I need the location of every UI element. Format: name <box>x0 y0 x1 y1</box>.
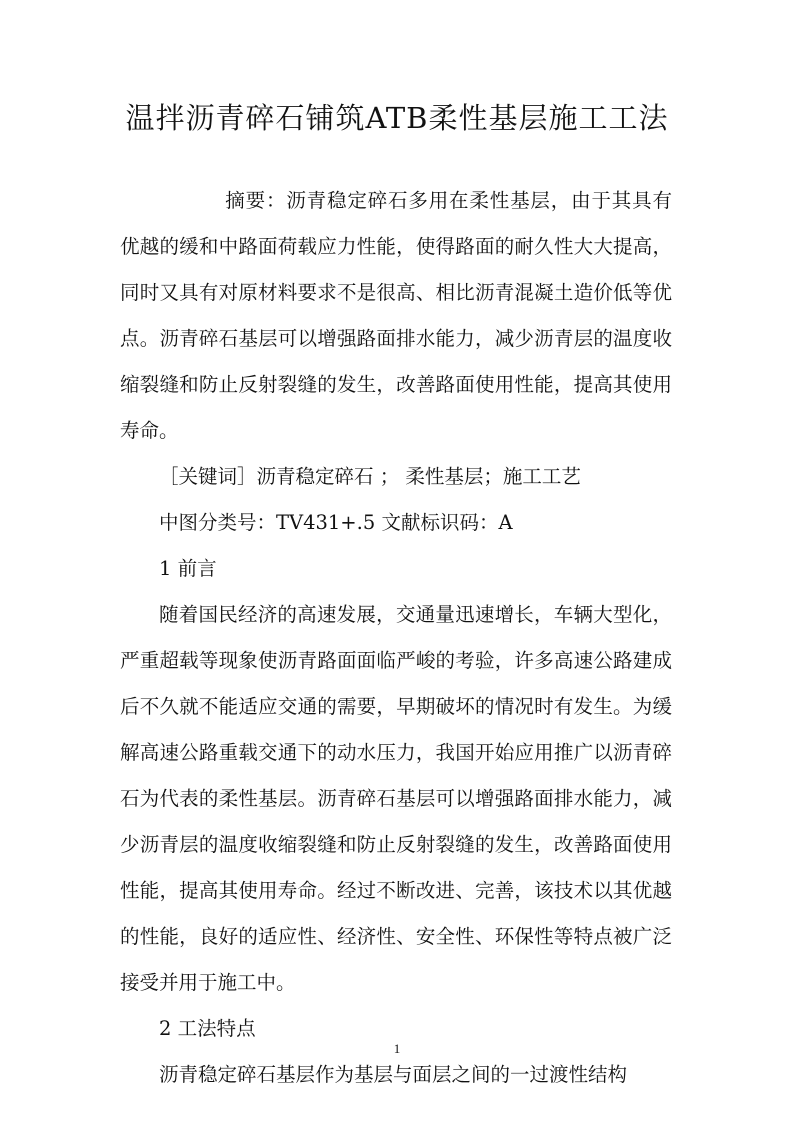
section-heading-features: 2 工法特点 <box>159 1017 256 1040</box>
abstract-paragraph: 摘要：沥青稳定碎石多用在柔性基层，由于其具有优越的缓和中路面荷载应力性能，使得路面的耐久性大大提高，同时又具有对原材料要求不是很高、相比沥青混凝土造价低等优点。沥青碎石基层可以增强路面排水能力，减少沥青层的温度收缩裂缝和防止反射裂缝的发生，改善路面使用性能，提高其使用寿命。 <box>120 189 672 442</box>
document-title: 温拌沥青碎石铺筑ATB柔性基层施工工法 <box>125 101 669 135</box>
introduction-paragraph: 随着国民经济的高速发展，交通量迅速增长，车辆大型化，严重超载等现象使沥青路面面临严峻的考验，许多高速公路建成后不久就不能适应交通的需要，早期破坏的情况时有发生。为缓解高速公路重载交通下的动水压力，我国开始应用推广以沥青碎石为代表的柔性基层。沥青碎石基层可以增强路面排水能力，减少沥青层的温度收缩裂缝和防止反射裂缝的发生，改善路面使用性能，提高其使用寿命。经过不断改进、完善，该技术以其优越的性能，良好的适应性、经济性、安全性、环保性等特点被广泛接受并用于施工中。 <box>120 603 672 994</box>
section-heading-introduction: 1 前言 <box>159 557 217 580</box>
document-body <box>120 178 672 1098</box>
keywords-line: ［关键词］沥青稳定碎石 ； 柔性基层；施工工艺 <box>159 465 581 488</box>
features-paragraph: 沥青稳定碎石基层作为基层与面层之间的一过渡性结构 <box>159 1063 628 1086</box>
page-number: 1 <box>393 1041 401 1056</box>
classification-line: 中图分类号：TV431+.5 文献标识码：A <box>159 511 513 534</box>
